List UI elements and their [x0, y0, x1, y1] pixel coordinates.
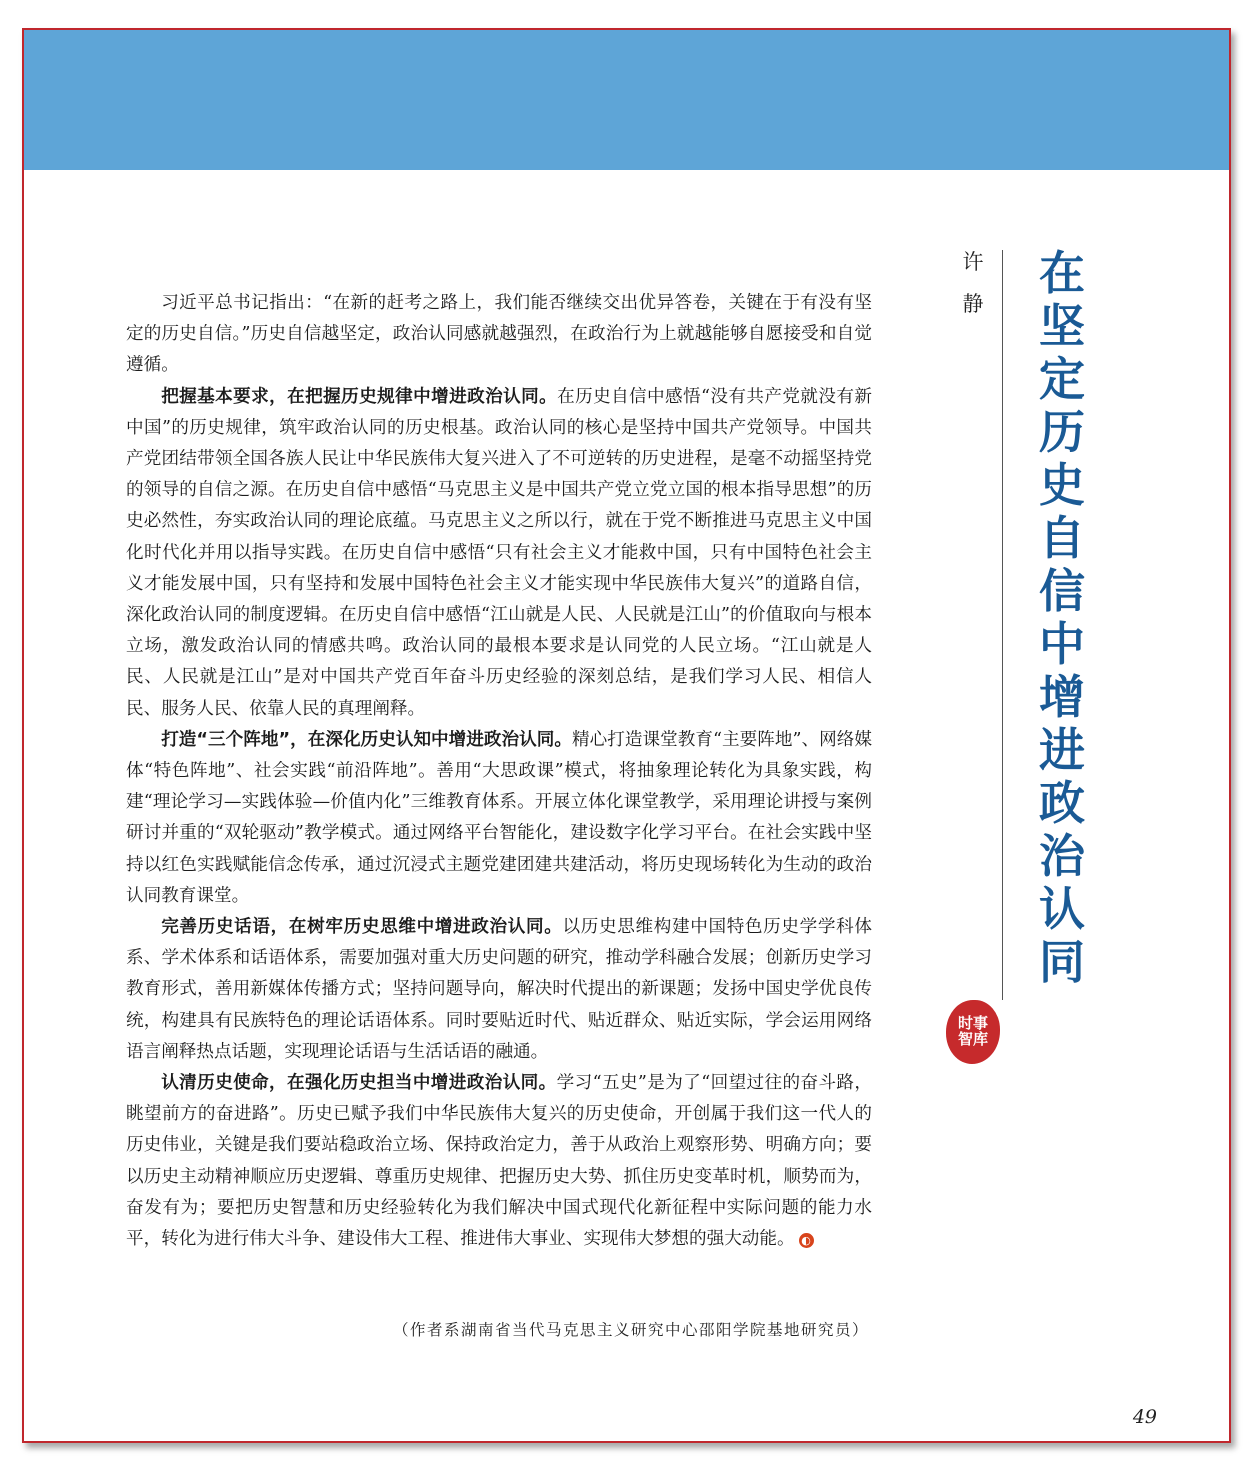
paragraph-lead: 认清历史使命，在强化历史担当中增进政治认同。	[161, 1073, 557, 1094]
paragraph-lead: 把握基本要求，在把握历史规律中增进政治认同。	[161, 386, 558, 407]
title-divider	[1002, 250, 1003, 1000]
author-name: 许 静	[962, 250, 984, 316]
paragraph-text: 习近平总书记指出：“在新的赶考之路上，我们能否继续交出优异答卷，关键在于有没有坚定的历史自信。”历史自信越坚定，政治认同感就越强烈，在政治行为上就越能够自愿接受和自觉遵循。	[126, 293, 872, 376]
paragraph-lead: 打造“三个阵地”，在深化历史认知中增进政治认同。	[161, 729, 573, 750]
paragraph	[126, 912, 872, 1068]
article-body	[126, 288, 872, 1255]
paragraph	[126, 725, 872, 912]
author-byline: （作者系湖南省当代马克思主义研究中心邵阳学院基地研究员）	[392, 1321, 869, 1339]
paragraph	[126, 288, 872, 382]
article-title: 在 坚 定 历 史 自 信 中 增 进 政 治 认 同	[1039, 246, 1085, 989]
paragraph-text: 学习“五史”是为了“回望过往的奋斗路，眺望前方的奋进路”。历史已赋予我们中华民族伟大复兴的历史使命，开创属于我们这一代人的历史伟业，关键是我们要站稳政治立场、保持政治定力，善于从政治上观察形势、明确方向；要以历史主动精神顺应历史逻辑、尊重历史规律、把握历史大势、抓住历史变革时机，顺势而为，奋发有为；要把历史智慧和历史经验转化为我们解决中国式现代化新征程中实际问题的能力水平，转化为进行伟大斗争、建设伟大工程、推进伟大事业、实现伟大梦想的强大动能。	[126, 1073, 872, 1250]
end-mark-icon: ◐	[799, 1233, 814, 1248]
magazine-page	[22, 28, 1231, 1443]
paragraph-text: 精心打造课堂教育“主要阵地”、网络媒体“特色阵地”、社会实践“前沿阵地”。善用“大思政课”模式，将抽象理论转化为具象实践，构建“理论学习—实践体验—价值内化”三维教育体系。开展立体化课堂教学，采用理论讲授与案例研讨并重的“双轮驱动”教学模式。通过网络平台智能化，建设数字化学习平台。在社会实践中坚持以红色实践赋能信念传承，通过沉浸式主题党建团建共建活动，将历史现场转化为生动的政治认同教育课堂。	[126, 729, 872, 906]
seal-text: 时事智库	[957, 1014, 988, 1048]
paragraph-text: 在历史自信中感悟“没有共产党就没有新中国”的历史规律，筑牢政治认同的历史根基。政治认同的核心是坚持中国共产党领导。中国共产党团结带领全国各族人民让中华民族伟大复兴进入了不可逆转的历史进程，是毫不动摇坚持党的领导的自信之源。在历史自信中感悟“马克思主义是中国共产党立党立国的根本指导思想”的历史必然性，夯实政治认同的理论底蕴。马克思主义之所以行，就在于党不断推进马克思主义中国化时代化并用以指导实践。在历史自信中感悟“只有社会主义才能救中国，只有中国特色社会主义才能发展中国，只有坚持和发展中国特色社会主义才能实现中华民族伟大复兴”的道路自信，深化政治认同的制度逻辑。在历史自信中感悟“江山就是人民、人民就是江山”的价值取向与根本立场，激发政治认同的情感共鸣。政治认同的最根本要求是认同党的人民立场。“江山就是人民、人民就是江山”是对中国共产党百年奋斗历史经验的深刻总结，是我们学习人民、相信人民、服务人民、依靠人民的真理阐释。	[126, 386, 872, 719]
page-number: 49	[1132, 1406, 1157, 1428]
seal-stamp	[946, 1000, 1000, 1064]
paragraph-text: 以历史思维构建中国特色历史学学科体系、学术体系和话语体系，需要加强对重大历史问题的研究，推动学科融合发展；创新历史学习教育形式，善用新媒体传播方式；坚持问题导向，解决时代提出的新课题；发扬中国史学优良传统，构建具有民族特色的理论话语体系。同时要贴近时代、贴近群众、贴近实际，学会运用网络语言阐释热点话题，实现理论话语与生活话语的融通。	[126, 917, 872, 1062]
header-band	[24, 30, 1229, 170]
paragraph-lead: 完善历史话语，在树牢历史思维中增进政治认同。	[161, 917, 563, 938]
paragraph	[126, 382, 872, 725]
paragraph	[126, 1068, 872, 1255]
